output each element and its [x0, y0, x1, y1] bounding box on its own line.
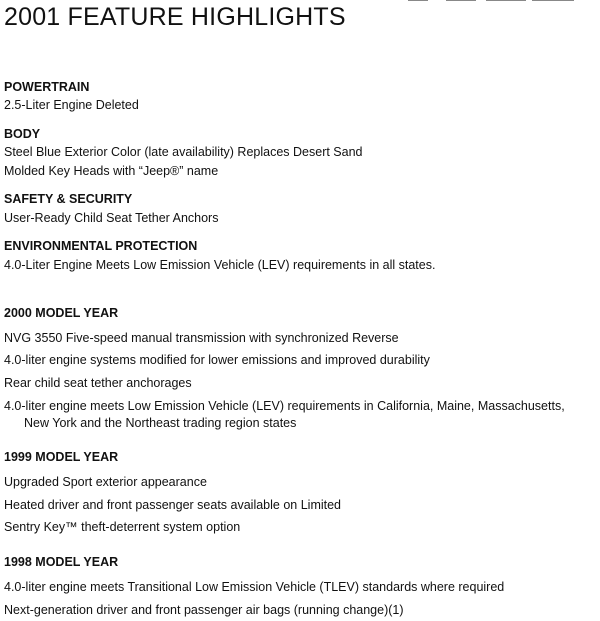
feature-line: Upgraded Sport exterior appearance — [4, 475, 207, 489]
section-heading-body: BODY — [4, 127, 41, 141]
section-heading-environmental-protection: ENVIRONMENTAL PROTECTION — [4, 239, 198, 253]
feature-line: Heated driver and front passenger seats available on Limited — [4, 498, 342, 512]
section-heading-powertrain: POWERTRAIN — [4, 80, 90, 94]
crop-mark — [486, 0, 526, 1]
feature-line: Steel Blue Exterior Color (late availability) Replaces Desert Sand — [4, 145, 363, 159]
page-title: 2001 FEATURE HIGHLIGHTS — [4, 3, 346, 31]
section-heading-2000-model-year: 2000 MODEL YEAR — [4, 306, 119, 320]
section-heading-1999-model-year: 1999 MODEL YEAR — [4, 450, 119, 464]
crop-mark — [446, 0, 476, 1]
crop-mark — [532, 0, 574, 1]
feature-line: 4.0-Liter Engine Meets Low Emission Vehicle (LEV) requirements in all states. — [4, 258, 436, 272]
feature-line: 4.0-liter engine meets Transitional Low Emission Vehicle (TLEV) standards where required — [4, 580, 505, 594]
feature-line: Sentry Key™ theft-deterrent system option — [4, 520, 241, 534]
feature-line: Next-generation driver and front passenger air bags (running change)(1) — [4, 603, 404, 617]
section-heading-safety-security: SAFETY & SECURITY — [4, 192, 133, 206]
feature-line: 4.0-liter engine meets Low Emission Vehicle (LEV) requirements in California, Maine, Massachusetts, — [4, 399, 565, 413]
feature-line: 2.5-Liter Engine Deleted — [4, 98, 139, 112]
feature-line: NVG 3550 Five-speed manual transmission with synchronized Reverse — [4, 331, 399, 345]
feature-line: User-Ready Child Seat Tether Anchors — [4, 211, 219, 225]
crop-marks — [408, 0, 578, 2]
feature-line: Rear child seat tether anchorages — [4, 376, 192, 390]
section-heading-1998-model-year: 1998 MODEL YEAR — [4, 555, 119, 569]
feature-line: 4.0-liter engine systems modified for lower emissions and improved durability — [4, 353, 430, 367]
feature-line: Molded Key Heads with “Jeep®” name — [4, 164, 219, 178]
feature-line: New York and the Northeast trading region states — [24, 416, 297, 430]
crop-mark — [408, 0, 428, 1]
